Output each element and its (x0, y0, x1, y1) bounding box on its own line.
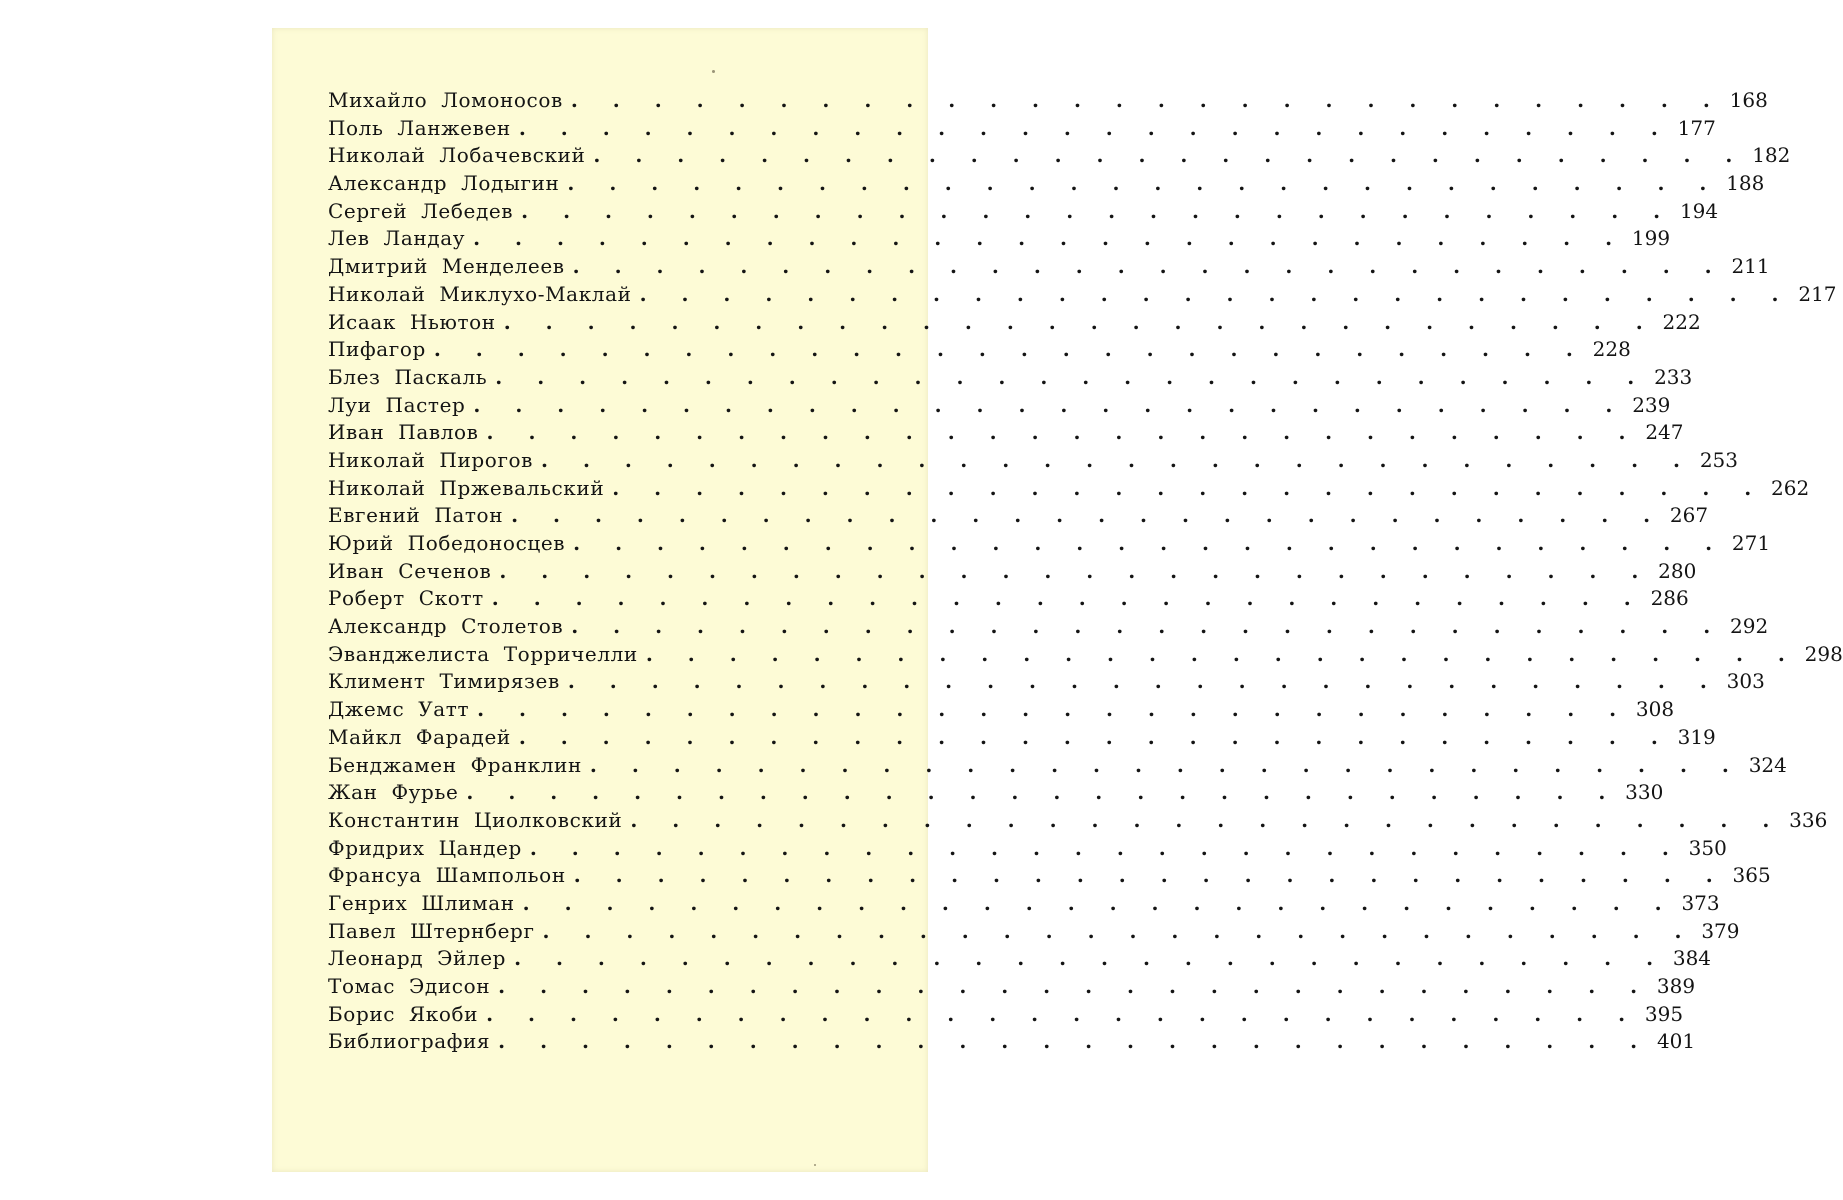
toc-entry (328, 198, 1719, 227)
dot-leader: . . . . . . . . . . . . . . . . . . . . . . . . . . . . (498, 974, 1652, 998)
page-number: 280 (1658, 558, 1697, 583)
entry-title: Николай Лобачевский (328, 143, 586, 168)
toc-entry (328, 558, 1697, 587)
entry-title: Фридрих Цандер (328, 835, 522, 860)
page-number: 384 (1672, 946, 1712, 971)
page-number: 222 (1662, 309, 1701, 334)
entry-title: Александр Лодыгин (328, 171, 560, 196)
entry-title: Майкл Фарадей (328, 724, 511, 749)
entry-title: Александр Столетов (328, 614, 564, 639)
entry-title: Эванджелиста Торричелли (328, 641, 638, 666)
dot-leader: . . . . . . . . . . . . . . . . . . . . . . . . . . . . (511, 503, 1665, 528)
toc-entry (328, 337, 1631, 365)
entry-title: Поль Ланжевен (328, 115, 511, 140)
entry-title: Генрих Шлиман (328, 890, 515, 915)
paper-speck (712, 70, 715, 73)
entry-title: Блез Паскаль (328, 364, 488, 389)
entry-title: Константин Циолковский (328, 807, 623, 832)
page-number: 233 (1654, 364, 1693, 389)
toc-entry (328, 752, 1787, 781)
entry-title: Климент Тимирязев (328, 669, 560, 694)
page-number: 373 (1681, 890, 1720, 915)
dot-leader: . . . . . . . . . . . . . . . . . . . . . . . . . . . . (499, 558, 1653, 583)
toc-entry (328, 835, 1727, 864)
toc-entry (328, 1029, 1696, 1057)
dot-leader: . . . . . . . . . . . . . . . . . . . . . . . . . . . . (433, 337, 1587, 362)
toc-entry (328, 226, 1671, 254)
dot-leader: . . . . . . . . . . . . . . . . . . . . . . . . . . . . (514, 946, 1668, 971)
page-number: 298 (1804, 641, 1843, 666)
toc-entry (328, 503, 1709, 531)
entry-title: Борис Якоби (328, 1001, 479, 1026)
toc-entry (328, 254, 1770, 282)
table-of-contents (328, 88, 1843, 1057)
page-number: 188 (1726, 171, 1765, 196)
toc-entry (328, 392, 1671, 421)
toc-entry (328, 420, 1684, 448)
dot-leader: . . . . . . . . . . . . . . . . . . . . . . . . . . . . (639, 281, 1793, 306)
toc-entry (328, 143, 1791, 171)
entry-title: Томас Эдисон (328, 974, 491, 998)
entry-title: Николай Пржевальский (328, 475, 605, 500)
dot-leader: . . . . . . . . . . . . . . . . . . . . . . . . . . . . (491, 586, 1645, 611)
page-number: 177 (1677, 115, 1716, 140)
entry-title: Сергей Лебедев (328, 198, 514, 223)
dot-leader: . . . . . . . . . . . . . . . . . . . . . . . . . . . . (570, 88, 1724, 112)
dot-leader: . . . . . . . . . . . . . . . . . . . . . . . . . . . . (589, 752, 1743, 777)
page-number: 194 (1679, 198, 1719, 223)
toc-entry (328, 946, 1712, 974)
dot-leader: . . . . . . . . . . . . . . . . . . . . . . . . . . . . (486, 420, 1640, 445)
dot-leader: . . . . . . . . . . . . . . . . . . . . . . . . . . . . (571, 614, 1725, 639)
dot-leader: . . . . . . . . . . . . . . . . . . . . . . . . . . . . (542, 918, 1696, 943)
dot-leader: . . . . . . . . . . . . . . . . . . . . . . . . . . . . (567, 669, 1721, 694)
dot-leader: . . . . . . . . . . . . . . . . . . . . . . . . . . . . (521, 198, 1675, 223)
toc-entry (328, 807, 1828, 836)
dot-leader: . . . . . . . . . . . . . . . . . . . . . . . . . . . . (630, 807, 1784, 832)
entry-title: Роберт Скотт (328, 586, 484, 611)
dot-leader: . . . . . . . . . . . . . . . . . . . . . . . . . . . . (486, 1001, 1640, 1026)
entry-title: Жан Фурье (328, 780, 459, 805)
entry-title: Библиография (328, 1029, 491, 1054)
toc-entry (328, 614, 1769, 642)
entry-title: Джемс Уатт (328, 697, 470, 722)
entry-title: Леонард Эйлер (328, 946, 507, 971)
toc-entry (328, 724, 1716, 753)
dot-leader: . . . . . . . . . . . . . . . . . . . . . . . . . . . . (522, 890, 1676, 915)
dot-leader: . . . . . . . . . . . . . . . . . . . . . . . . . . . . (495, 364, 1649, 389)
toc-entry (328, 697, 1675, 725)
page-number: 395 (1644, 1001, 1684, 1026)
toc-entry (328, 447, 1738, 476)
page-number: 239 (1632, 392, 1671, 417)
page-number: 379 (1701, 918, 1740, 943)
page-number: 308 (1635, 697, 1675, 722)
paper-speck (814, 1164, 816, 1166)
page-number: 247 (1645, 420, 1684, 445)
page-number: 253 (1699, 447, 1738, 472)
entry-title: Николай Миклухо-Маклай (328, 281, 632, 306)
page-number: 271 (1731, 531, 1771, 555)
toc-entry (328, 88, 1768, 116)
page-number: 228 (1592, 337, 1631, 362)
page-number: 336 (1789, 807, 1828, 832)
page-number: 401 (1656, 1029, 1696, 1054)
entry-title: Исаак Ньютон (328, 309, 496, 334)
page-number: 182 (1752, 143, 1791, 168)
dot-leader: . . . . . . . . . . . . . . . . . . . . . . . . . . . . (503, 309, 1657, 334)
dot-leader: . . . . . . . . . . . . . . . . . . . . . . . . . . . . (477, 697, 1631, 722)
entry-title: Михайло Ломоносов (328, 88, 563, 112)
page-number: 286 (1650, 586, 1689, 611)
page-number: 262 (1771, 475, 1810, 500)
toc-entry (328, 115, 1716, 144)
page-number: 389 (1656, 974, 1696, 998)
toc-entry (328, 641, 1843, 670)
page-number: 267 (1669, 503, 1709, 528)
toc-entry (328, 531, 1771, 559)
page-number: 330 (1625, 780, 1664, 805)
page-number: 319 (1677, 724, 1716, 749)
dot-leader: . . . . . . . . . . . . . . . . . . . . . . . . . . . . (567, 171, 1721, 196)
entry-title: Юрий Победоносцев (328, 531, 566, 555)
toc-entry (328, 364, 1693, 393)
entry-title: Франсуа Шампольон (328, 863, 566, 888)
page-number: 350 (1688, 835, 1727, 860)
entry-title: Иван Павлов (328, 420, 479, 445)
dot-leader: . . . . . . . . . . . . . . . . . . . . . . . . . . . . (573, 863, 1727, 888)
dot-leader: . . . . . . . . . . . . . . . . . . . . . . . . . . . . (518, 724, 1672, 749)
page-number: 217 (1798, 281, 1837, 306)
toc-entry (328, 475, 1810, 504)
toc-entry (328, 780, 1664, 808)
dot-leader: . . . . . . . . . . . . . . . . . . . . . . . . . . . . (593, 143, 1747, 168)
toc-entry (328, 171, 1765, 199)
dot-leader: . . . . . . . . . . . . . . . . . . . . . . . . . . . . (498, 1029, 1652, 1054)
page-number: 292 (1730, 614, 1769, 639)
entry-title: Лев Ландау (328, 226, 466, 251)
entry-title: Евгений Патон (328, 503, 504, 528)
dot-leader: . . . . . . . . . . . . . . . . . . . . . . . . . . . . (573, 531, 1727, 555)
entry-title: Павел Штернберг (328, 918, 535, 943)
page-number: 199 (1631, 226, 1671, 251)
toc-entry (328, 586, 1689, 614)
toc-entry (328, 309, 1701, 338)
toc-entry (328, 890, 1720, 919)
entry-title: Дмитрий Менделеев (328, 254, 565, 279)
toc-entry (328, 281, 1837, 310)
page-number: 324 (1748, 752, 1787, 777)
page-number: 211 (1731, 254, 1770, 279)
page-number: 168 (1729, 88, 1768, 112)
dot-leader: . . . . . . . . . . . . . . . . . . . . . . . . . . . . (572, 254, 1726, 279)
entry-title: Луи Пастер (328, 392, 466, 417)
toc-entry (328, 918, 1740, 947)
entry-title: Пифагор (328, 337, 426, 362)
dot-leader: . . . . . . . . . . . . . . . . . . . . . . . . . . . . (466, 780, 1620, 805)
dot-leader: . . . . . . . . . . . . . . . . . . . . . . . . . . . . (473, 392, 1627, 417)
dot-leader: . . . . . . . . . . . . . . . . . . . . . . . . . . . . (541, 447, 1694, 472)
page-number: 365 (1732, 863, 1771, 888)
entry-title: Николай Пирогов (328, 447, 534, 472)
dot-leader: . . . . . . . . . . . . . . . . . . . . . . . . . . . . (473, 226, 1627, 251)
toc-entry (328, 974, 1696, 1002)
dot-leader: . . . . . . . . . . . . . . . . . . . . . . . . . . . . (645, 641, 1799, 666)
toc-entry (328, 863, 1771, 891)
page-number: 303 (1726, 669, 1765, 694)
entry-title: Бенджамен Франклин (328, 752, 582, 777)
toc-entry (328, 669, 1765, 697)
entry-title: Иван Сеченов (328, 558, 492, 583)
dot-leader: . . . . . . . . . . . . . . . . . . . . . . . . . . . . (518, 115, 1672, 140)
toc-entry (328, 1001, 1684, 1030)
dot-leader: . . . . . . . . . . . . . . . . . . . . . . . . . . . . (529, 835, 1683, 860)
dot-leader: . . . . . . . . . . . . . . . . . . . . . . . . . . . . (612, 475, 1766, 500)
